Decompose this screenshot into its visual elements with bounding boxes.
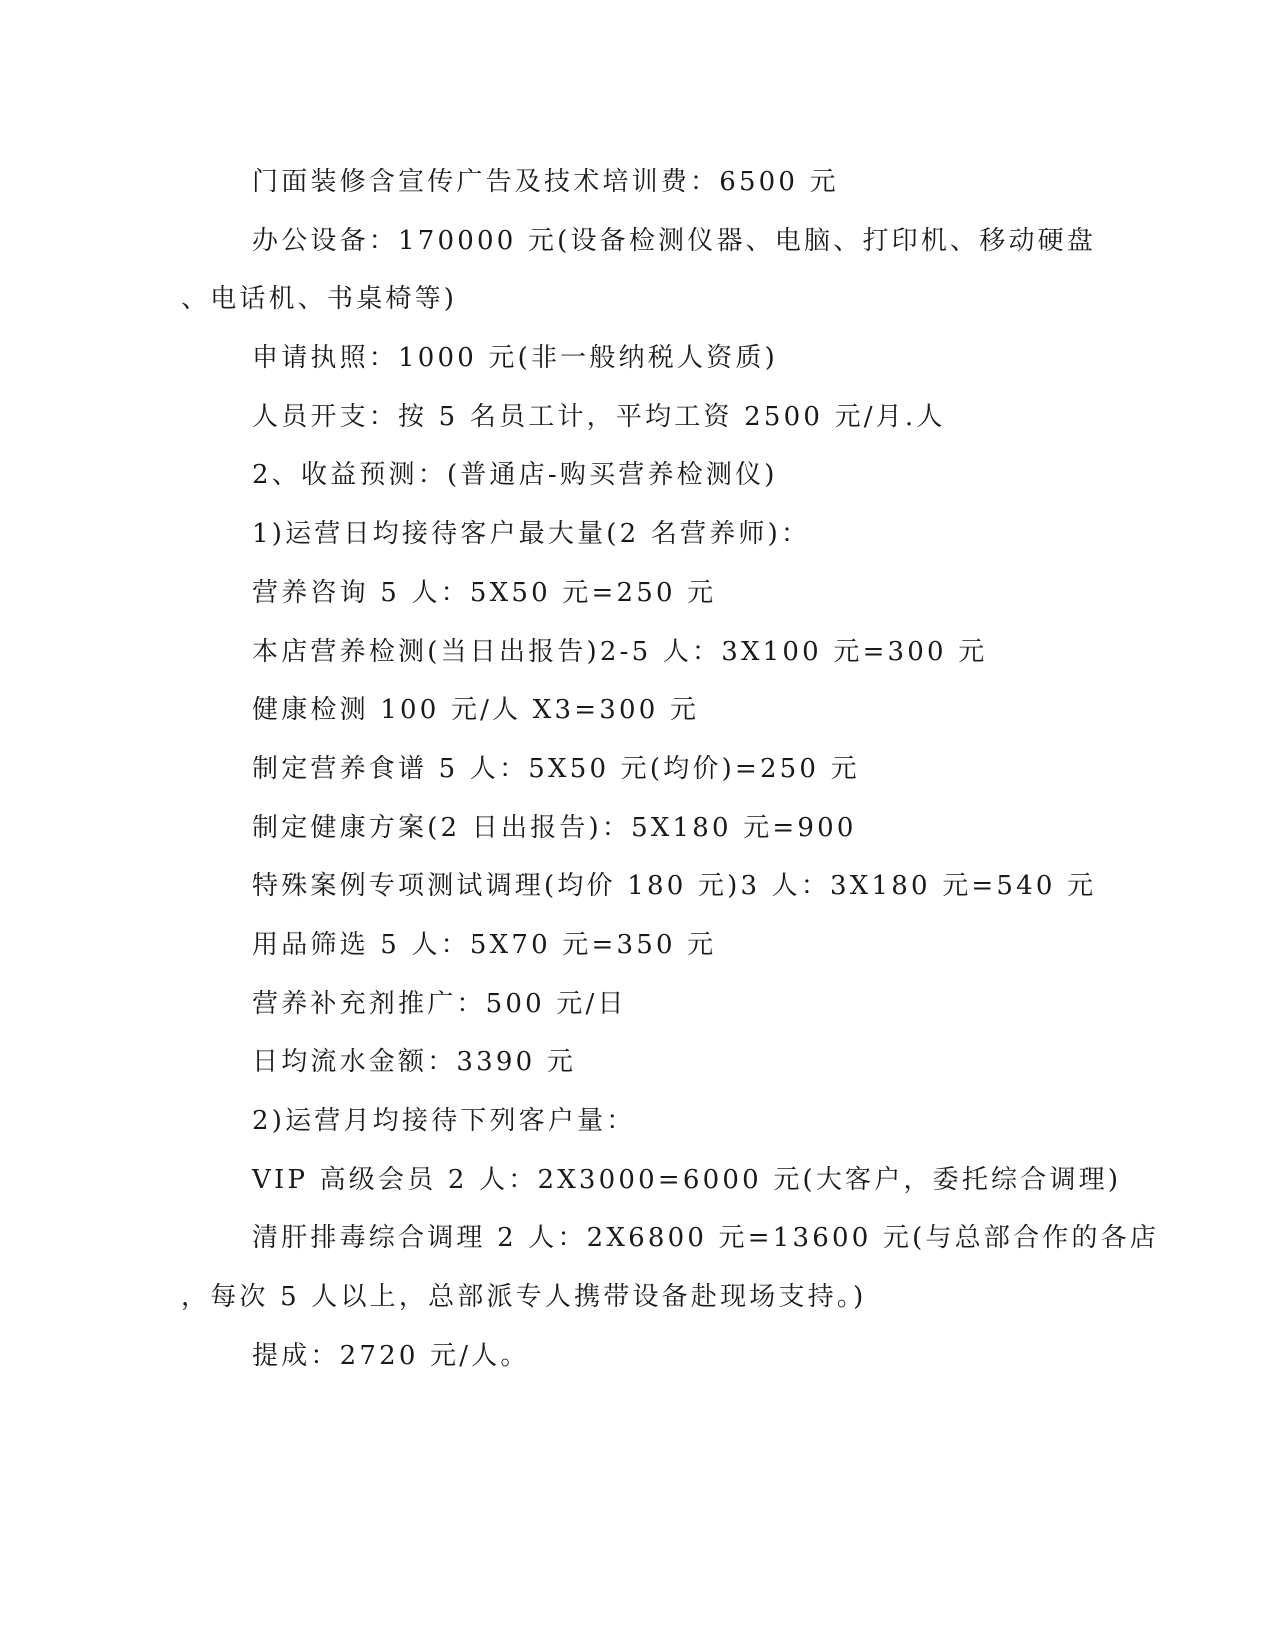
paragraph-line: 门面装修含宣传广告及技术培训费：6500 元 [252,167,839,197]
paragraph-line: 用品筛选 5 人：5X70 元=350 元 [252,929,717,960]
paragraph-line: 办公设备：170000 元(设备检测仪器、电脑、打印机、移动硬盘 [252,225,1097,256]
paragraph-line: 营养补充剂推广：500 元/日 [252,988,627,1019]
paragraph-line: 特殊案例专项测试调理(均价 180 元)3 人：3X180 元=540 元 [252,871,1097,902]
paragraph-line: 营养咨询 5 人：5X50 元=250 元 [252,577,717,608]
paragraph-continuation-line: 、电话机、书桌椅等) [181,284,458,315]
document-body [181,162,1160,1394]
subsection-heading: 1)运营日均接待客户最大量(2 名营养师)： [252,519,811,550]
paragraph-line: 提成：2720 元/人。 [252,1340,530,1371]
paragraph-line: 申请执照：1000 元(非一般纳税人资质) [252,343,778,374]
paragraph-line: 本店营养检测(当日出报告)2-5 人：3X100 元=300 元 [252,636,988,667]
paragraph-continuation-line: ，每次 5 人以上，总部派专人携带设备赴现场支持。) [181,1282,867,1313]
section-heading: 2、收益预测：(普通店-购买营养检测仪) [252,460,778,491]
paragraph-line: 制定营养食谱 5 人：5X50 元(均价)=250 元 [252,753,860,784]
paragraph-line: 健康检测 100 元/人 X3=300 元 [252,695,700,726]
paragraph-line: VIP 高级会员 2 人：2X3000=6000 元(大客户，委托综合调理) [252,1164,1122,1195]
subsection-heading: 2)运营月均接待下列客户量： [252,1106,636,1136]
paragraph-line: 日均流水金额：3390 元 [252,1047,577,1078]
paragraph-line: 人员开支：按 5 名员工计，平均工资 2500 元/月.人 [252,401,946,432]
paragraph-line: 清肝排毒综合调理 2 人：2X6800 元=13600 元(与总部合作的各店 [252,1223,1160,1254]
paragraph-line: 制定健康方案(2 日出报告)：5X180 元=900 [252,812,857,843]
